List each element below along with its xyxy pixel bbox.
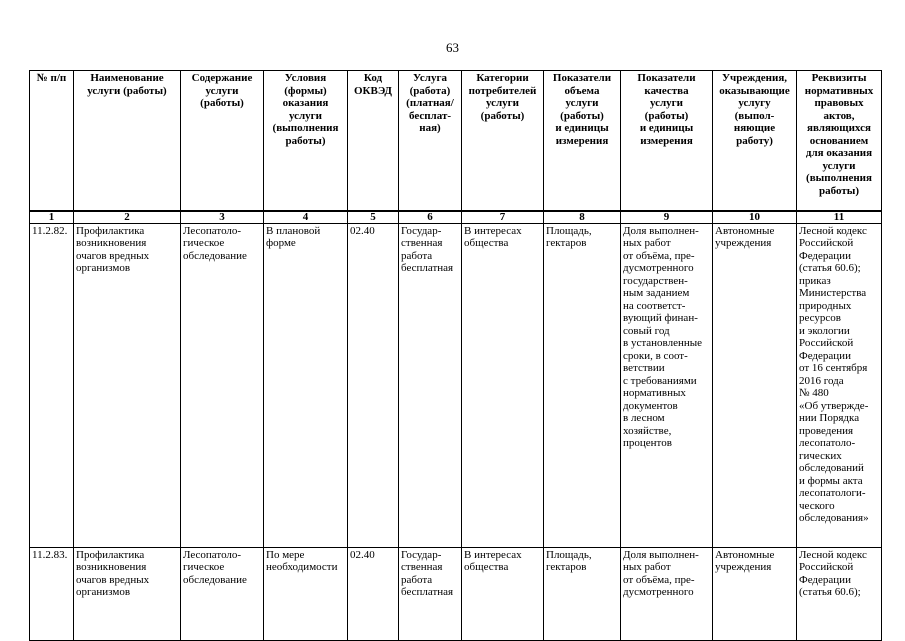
quality-indicator: Доля выполнен- ных работ от объёма, пре- дусмотренного bbox=[621, 547, 713, 640]
header-paid-free: Услуга (работа) (платная/ бесплат- ная) bbox=[399, 71, 462, 211]
column-number: 5 bbox=[348, 211, 399, 224]
service-conditions: По мере необходимости bbox=[264, 547, 348, 640]
institution: Автономные учреждения bbox=[713, 547, 797, 640]
column-number: 10 bbox=[713, 211, 797, 224]
quality-indicator: Доля выполнен- ных работ от объёма, пре- дусмотренного государствен- ным заданием на соответст- вующий финан- совый год в установленные сроки, в соот- ветствии с требованиями нормативных документов в лесном хозяйстве, процентов bbox=[621, 223, 713, 547]
volume-indicator: Площадь, гектаров bbox=[544, 223, 621, 547]
legal-acts: Лесной кодекс Российской Федерации (статья 60.6); bbox=[797, 547, 882, 640]
service-content: Лесопатоло- гическое обследование bbox=[181, 223, 264, 547]
column-number: 2 bbox=[74, 211, 181, 224]
header-consumers: Категории потребителей услуги (работы) bbox=[462, 71, 544, 211]
consumer-category: В интересах общества bbox=[462, 547, 544, 640]
column-number: 3 bbox=[181, 211, 264, 224]
row-number: 11.2.83. bbox=[30, 547, 74, 640]
consumer-category: В интересах общества bbox=[462, 223, 544, 547]
column-number: 8 bbox=[544, 211, 621, 224]
header-okved: Код ОКВЭД bbox=[348, 71, 399, 211]
column-number: 7 bbox=[462, 211, 544, 224]
column-numbers-row bbox=[30, 211, 882, 224]
header-service-content: Содержание услуги (работы) bbox=[181, 71, 264, 211]
header-legal-acts: Реквизиты нормативных правовых актов, являющихся основанием для оказания услуги (выполнения работы) bbox=[797, 71, 882, 211]
table-row bbox=[30, 547, 882, 640]
header-institutions: Учреждения, оказывающие услугу (выпол- няющие работу) bbox=[713, 71, 797, 211]
header-quality-indicators: Показатели качества услуги (работы) и единицы измерения bbox=[621, 71, 713, 211]
header-volume-indicators: Показатели объема услуги (работы) и единицы измерения bbox=[544, 71, 621, 211]
service-content: Лесопатоло- гическое обследование bbox=[181, 547, 264, 640]
column-number: 6 bbox=[399, 211, 462, 224]
service-name: Профилактика возникновения очагов вредных организмов bbox=[74, 547, 181, 640]
header-number: № п/п bbox=[30, 71, 74, 211]
service-conditions: В плановой форме bbox=[264, 223, 348, 547]
service-name: Профилактика возникновения очагов вредных организмов bbox=[74, 223, 181, 547]
page-number: 63 bbox=[446, 40, 459, 55]
volume-indicator: Площадь, гектаров bbox=[544, 547, 621, 640]
column-number: 1 bbox=[30, 211, 74, 224]
header-service-name: Наименование услуги (работы) bbox=[74, 71, 181, 211]
paid-free: Государ- ственная работа бесплатная bbox=[399, 547, 462, 640]
table-row bbox=[30, 223, 882, 547]
paid-free: Государ- ственная работа бесплатная bbox=[399, 223, 462, 547]
header-row bbox=[30, 71, 882, 211]
okved-code: 02.40 bbox=[348, 223, 399, 547]
column-number: 4 bbox=[264, 211, 348, 224]
column-number: 11 bbox=[797, 211, 882, 224]
services-registry-table bbox=[29, 70, 882, 641]
row-number: 11.2.82. bbox=[30, 223, 74, 547]
legal-acts: Лесной кодекс Российской Федерации (статья 60.6); приказ Министерства природных ресурсов и экологии Российской Федерации от 16 сентября 2016 года № 480 «Об утвержде- нии Порядка проведения лесопатоло- гических обследований и формы акта лесопатологи- ческого обследования» bbox=[797, 223, 882, 547]
okved-code: 02.40 bbox=[348, 547, 399, 640]
column-number: 9 bbox=[621, 211, 713, 224]
institution: Автономные учреждения bbox=[713, 223, 797, 547]
header-conditions: Условия (формы) оказания услуги (выполнения работы) bbox=[264, 71, 348, 211]
